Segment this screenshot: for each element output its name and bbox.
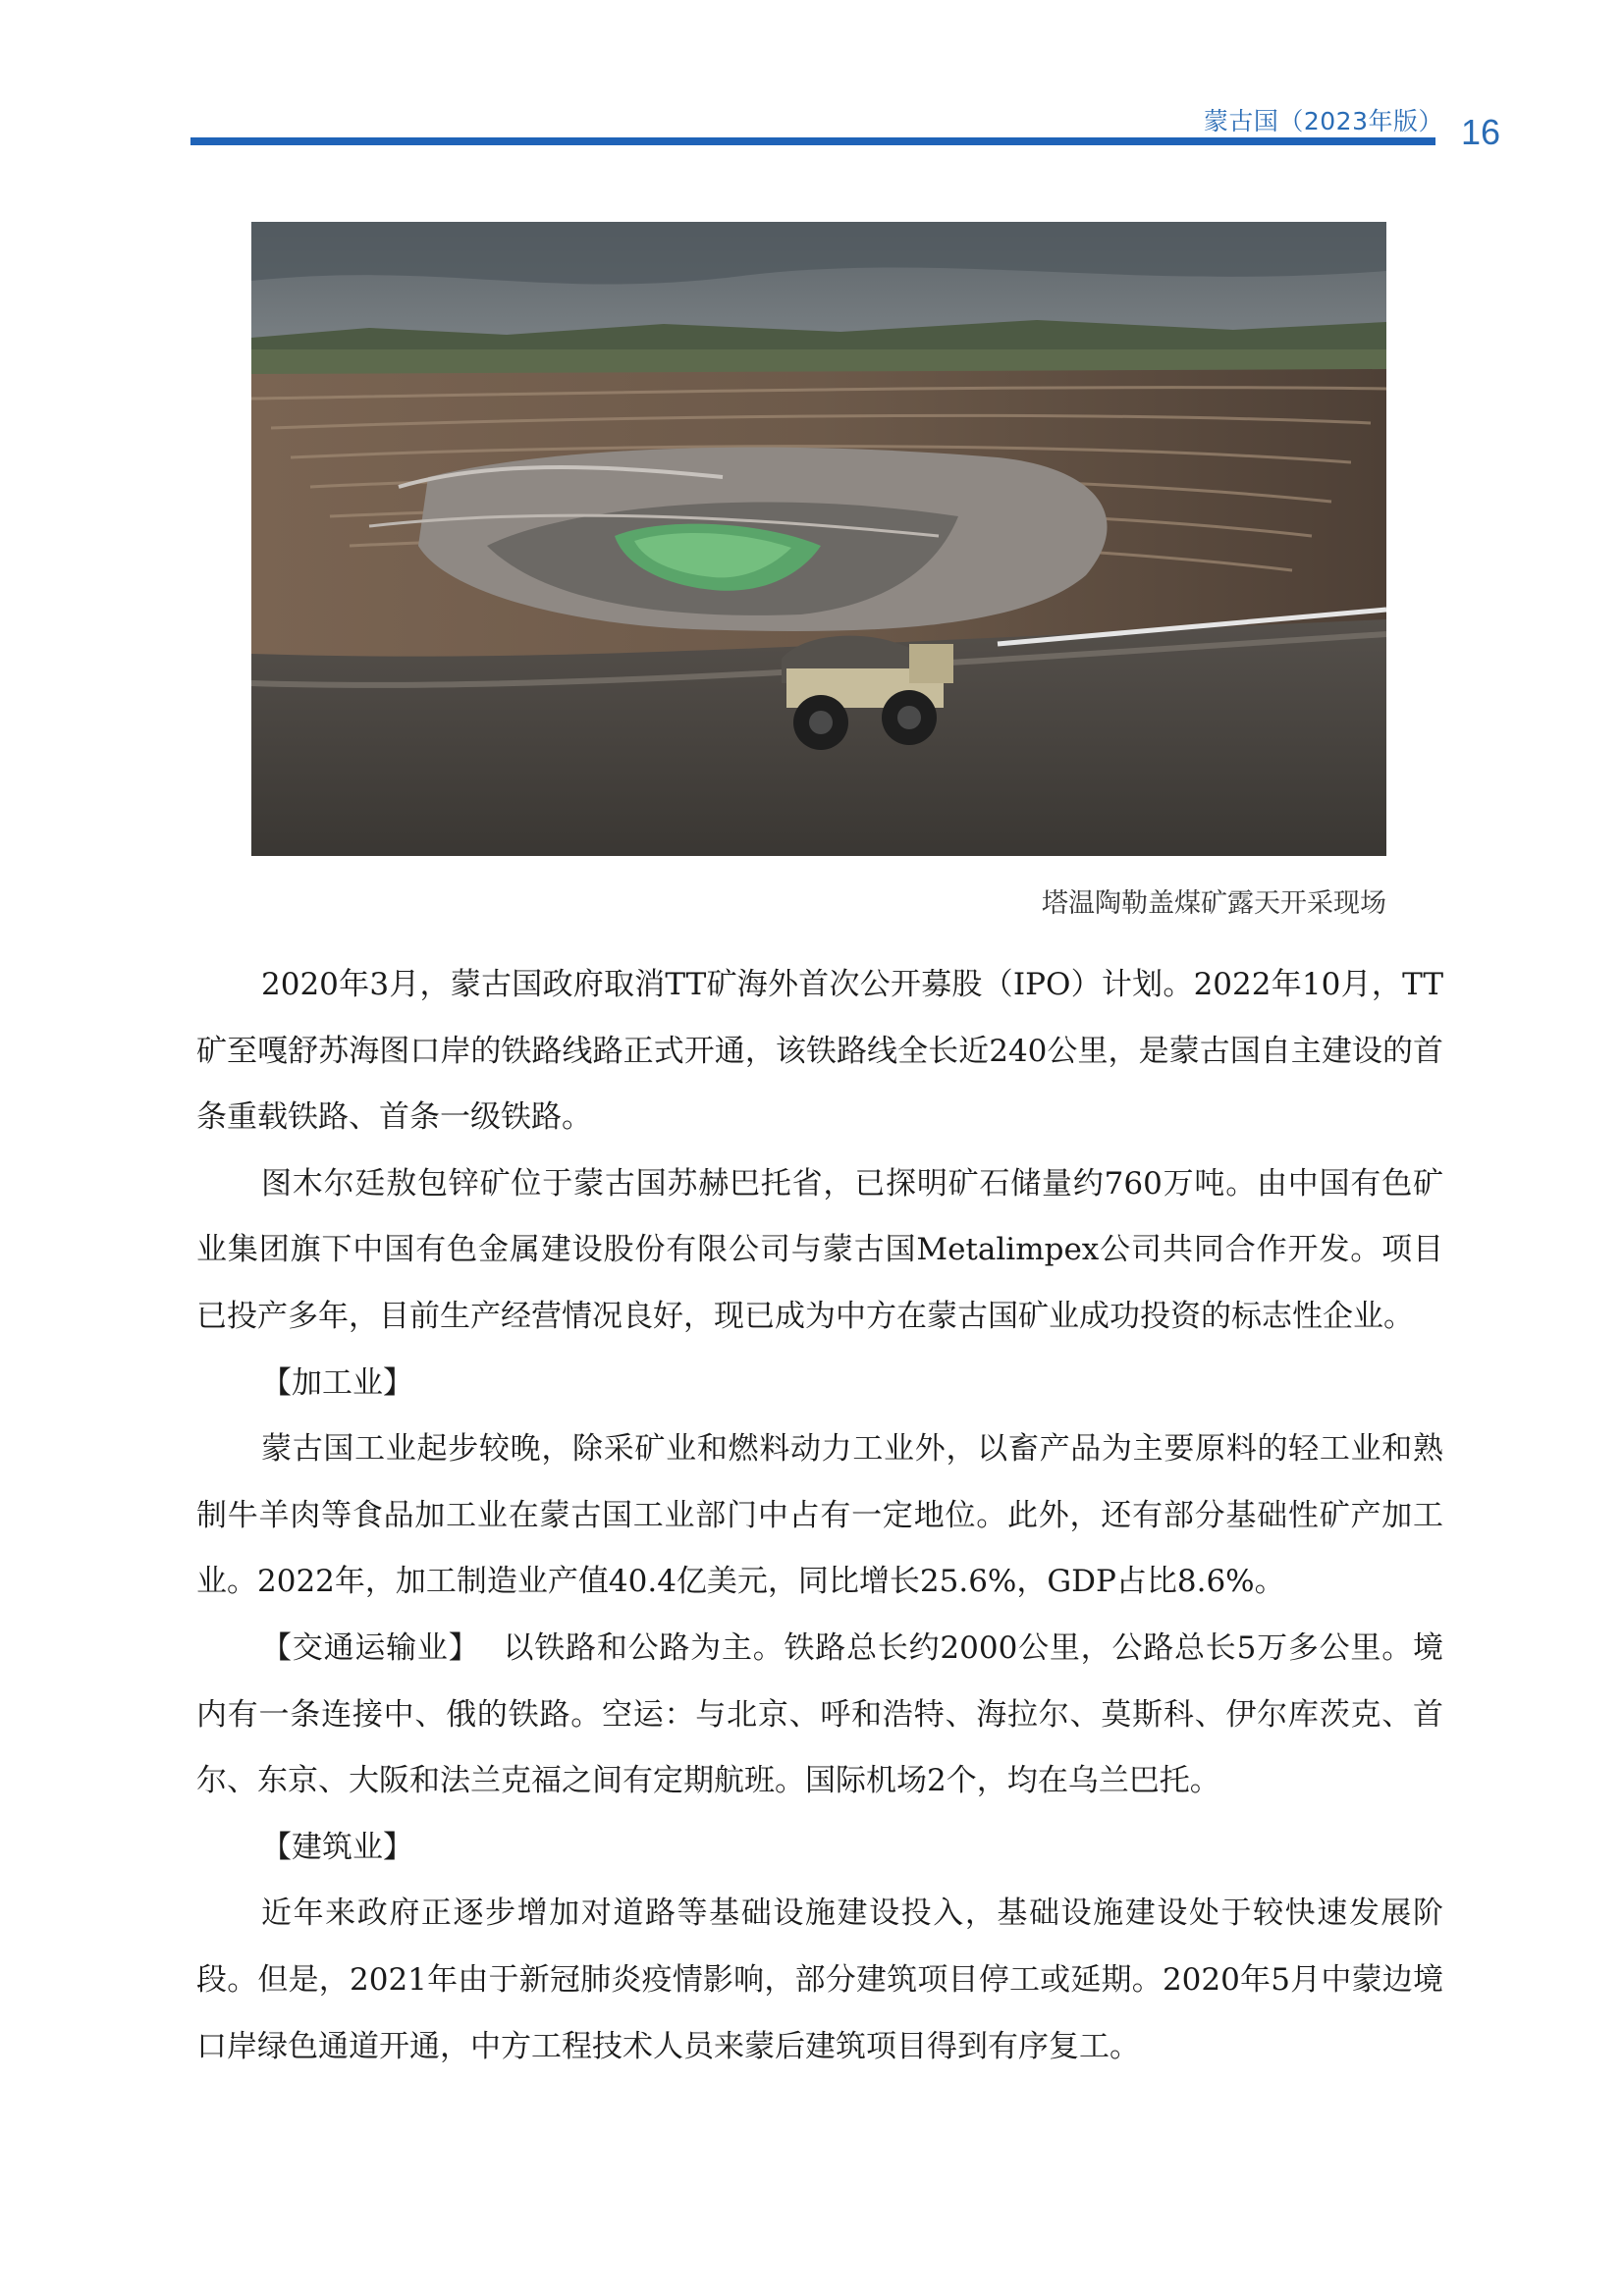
figure-caption: 塔温陶勒盖煤矿露天开采现场 bbox=[1042, 888, 1386, 919]
page-number: 16 bbox=[1461, 112, 1501, 152]
running-header-title: 蒙古国（2023年版） bbox=[1203, 107, 1443, 135]
paragraph-transport-text: 以铁路和公路为主。铁路总长约2000公里，公路总长5万多公里。境内有一条连接中、俄的铁路。空运：与北京、呼和浩特、海拉尔、莫斯科、伊尔库茨克、首尔、东京、大阪和法兰克福之间有定期航班。国际机场2个，均在乌兰巴托。 bbox=[196, 1629, 1443, 1799]
paragraph-transport bbox=[196, 1616, 1443, 1815]
paragraph-zinc-mine: 图木尔廷敖包锌矿位于蒙古国苏赫巴托省，已探明矿石储量约760万吨。由中国有色矿业集团旗下中国有色金属建设股份有限公司与蒙古国Metalimpex公司共同合作开发。项目已投产多年，目前生产经营情况良好，现已成为中方在蒙古国矿业成功投资的标志性企业。 bbox=[196, 1165, 1443, 1334]
section-heading-processing: 【加工业】 bbox=[261, 1364, 413, 1401]
paragraph-construction: 近年来政府正逐步增加对道路等基础设施建设投入，基础设施建设处于较快速发展阶段。但是，2021年由于新冠肺炎疫情影响，部分建筑项目停工或延期。2020年5月中蒙边境口岸绿色通道开通，中方工程技术人员来蒙后建筑项目得到有序复工。 bbox=[196, 1896, 1443, 2064]
paragraph-processing-industry: 蒙古国工业起步较晚，除采矿业和燃料动力工业外，以畜产品为主要原料的轻工业和熟制牛羊肉等食品加工业在蒙古国工业部门中占有一定地位。此外，还有部分基础性矿产加工业。2022年，加工制造业产值40.4亿美元，同比增长25.6%，GDP占比8.6%。 bbox=[196, 1431, 1443, 1600]
open-pit-mine-photo bbox=[251, 222, 1386, 856]
paragraph-tt-railway: 2020年3月，蒙古国政府取消TT矿海外首次公开募股（IPO）计划。2022年10月，TT矿至嘎舒苏海图口岸的铁路线路正式开通，该铁路线全长近240公里，是蒙古国自主建设的首条重载铁路、首条一级铁路。 bbox=[196, 967, 1443, 1136]
body-text bbox=[196, 952, 1443, 2080]
header-rule bbox=[190, 137, 1435, 145]
section-heading-construction: 【建筑业】 bbox=[261, 1829, 413, 1865]
section-heading-transport: 【交通运输业】 bbox=[261, 1629, 480, 1666]
